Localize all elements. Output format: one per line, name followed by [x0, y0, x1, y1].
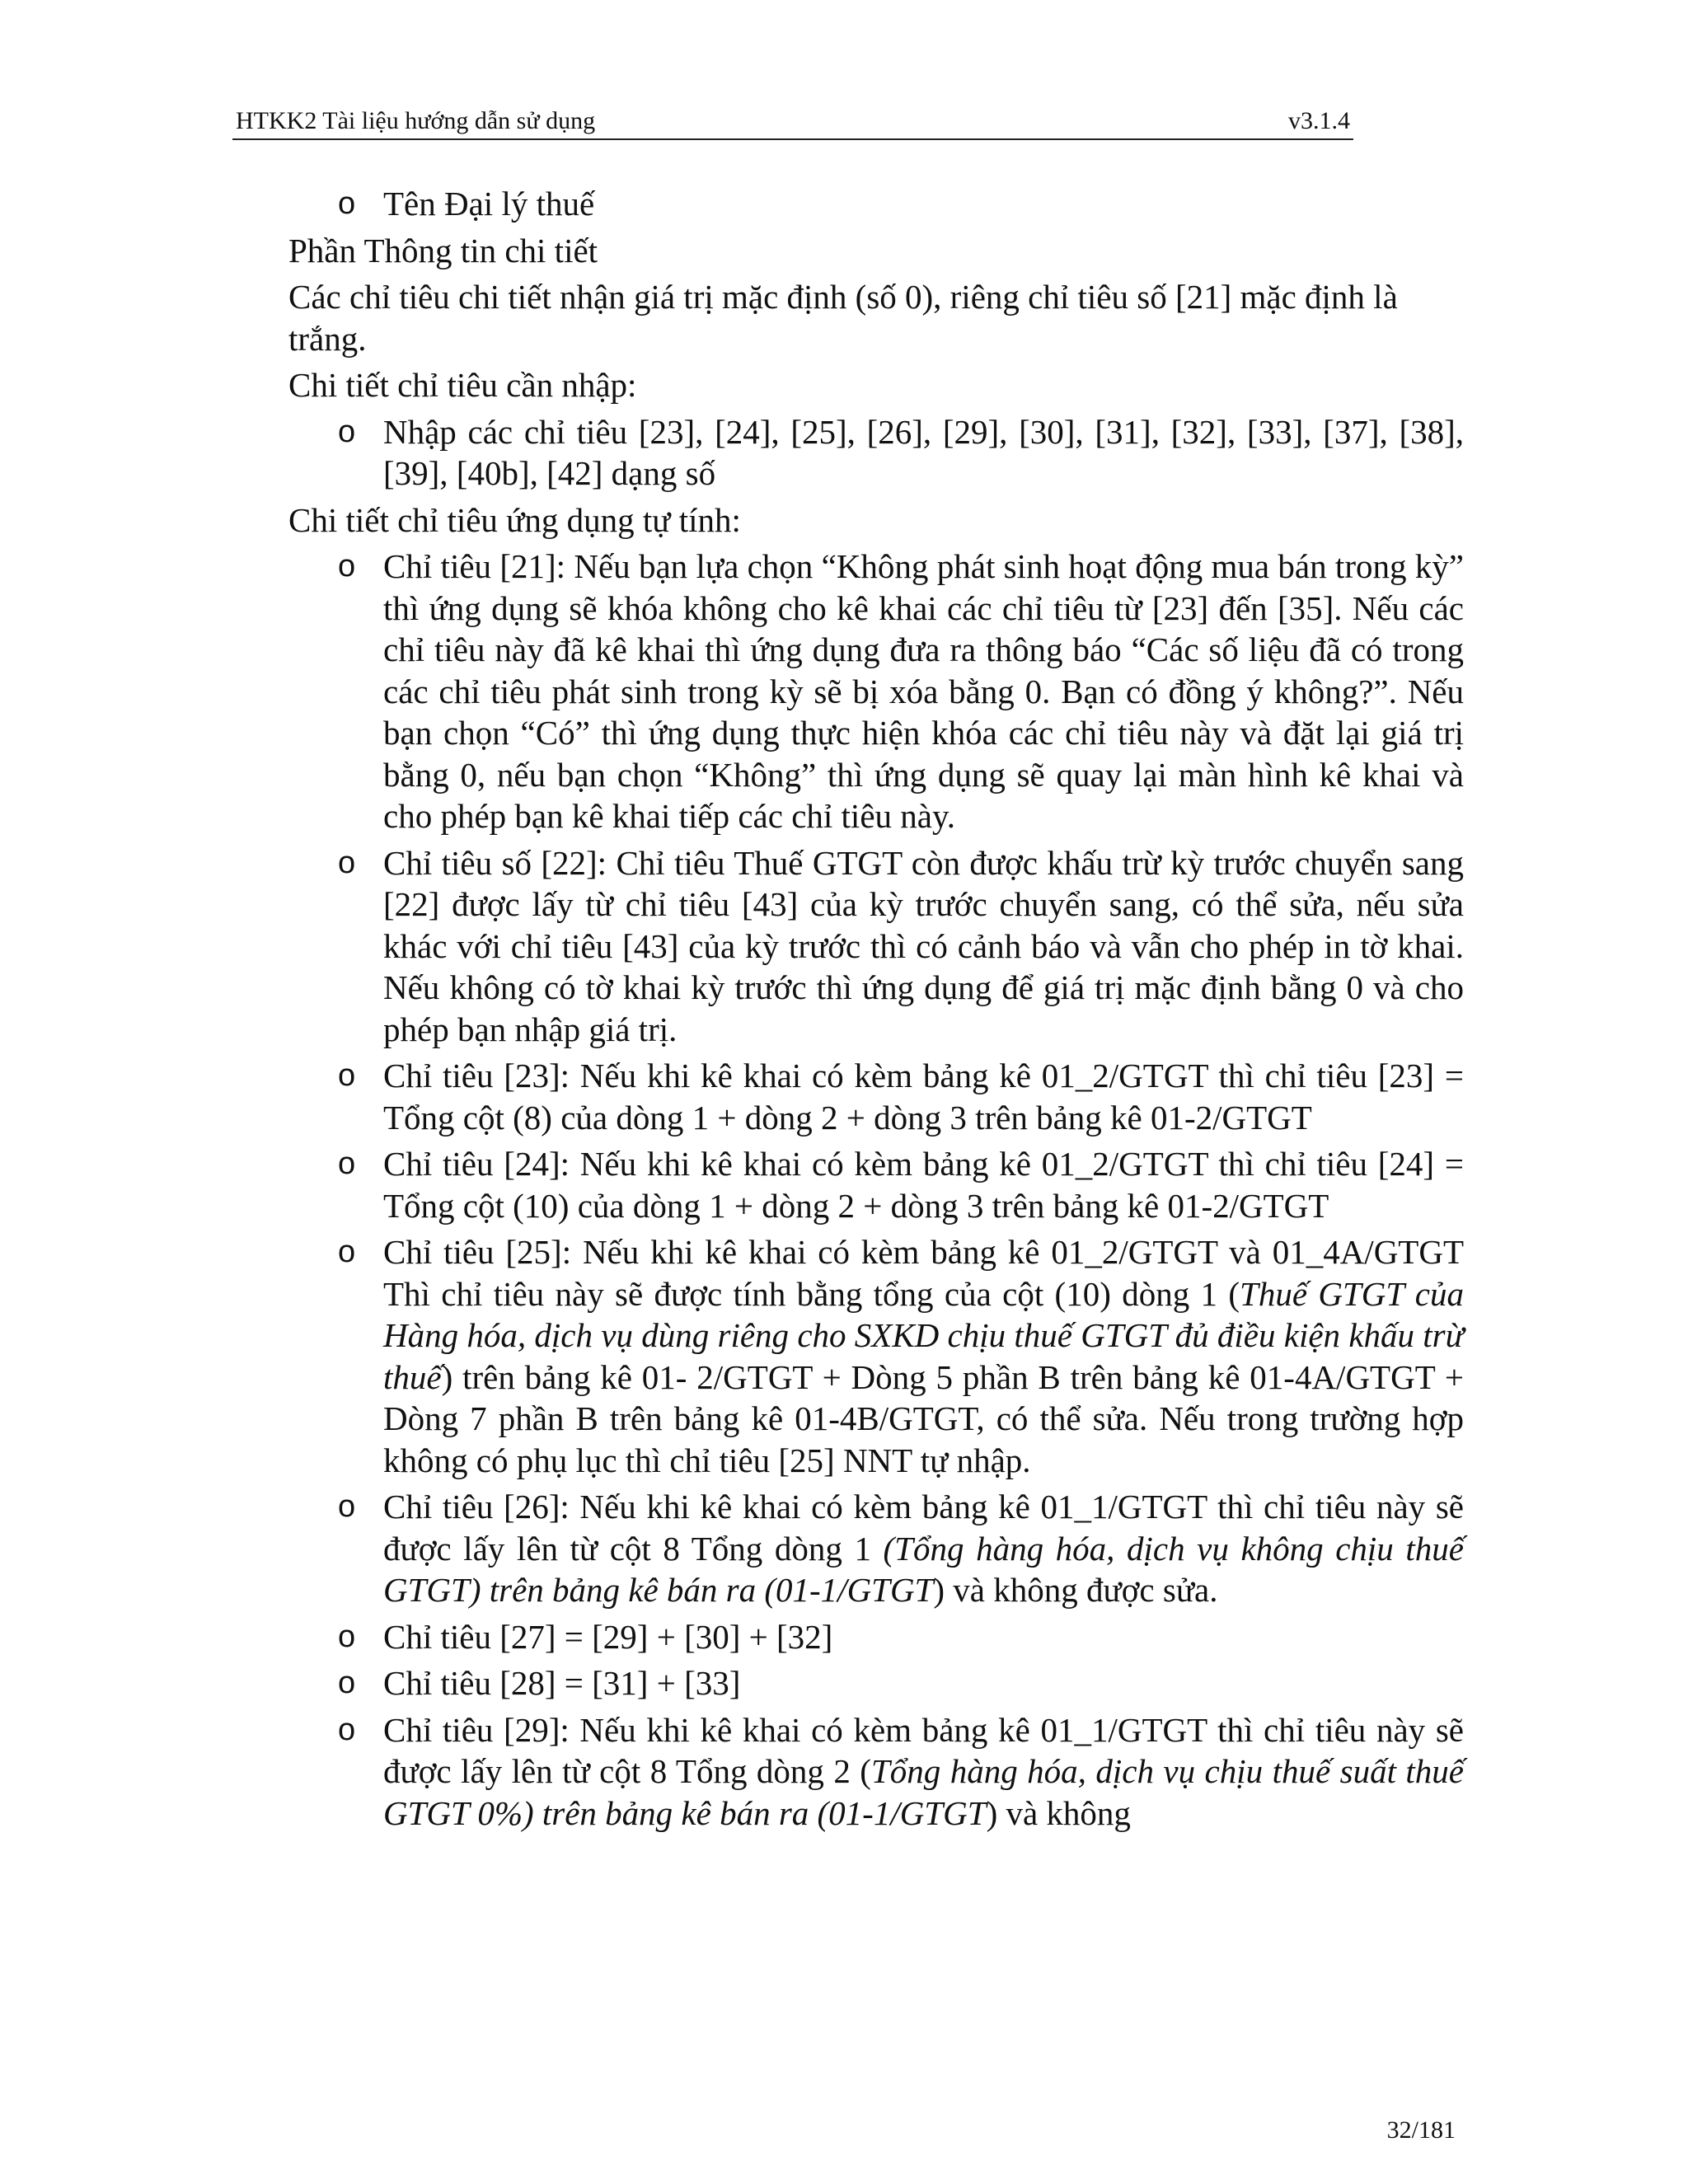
- bullet-icon: o: [338, 1619, 356, 1654]
- list-item-agent-name: o Tên Đại lý thuế: [288, 183, 1464, 225]
- list-item-29: o Chỉ tiêu [29]: Nếu khi kê khai có kèm bảng kê 01_1/GTGT thì chỉ tiêu này sẽ được lấy lên từ cột 8 Tổng dòng 2 (Tổng hàng hóa, dịch vụ chịu thuế suất thuế GTGT 0%) trên bảng kê bán ra (01-1/GTGT) và không: [338, 1710, 1465, 1832]
- bullet-icon: o: [338, 1489, 356, 1524]
- bullet-icon: o: [338, 1235, 356, 1269]
- list-item-22: o Chỉ tiêu số [22]: Chỉ tiêu Thuế GTGT còn được khấu trừ kỳ trước chuyển sang [22] được lấy từ chỉ tiêu [43] của kỳ trước chuyển sang, có thể sửa, nếu sửa khác với chỉ tiêu [43] của kỳ trước thì có cảnh báo và vẫn cho phép in tờ khai. Nếu không có tờ khai kỳ trước thì ứng dụng để giá trị mặc định bằng 0 và cho phép bạn nhập giá trị.: [338, 843, 1464, 1048]
- bullet-icon: o: [338, 845, 356, 880]
- list-item-23: o Chỉ tiêu [23]: Nếu khi kê khai có kèm bảng kê 01_2/GTGT thì chỉ tiêu [23] = Tổng cột (8) của dòng 1 + dòng 2 + dòng 3 trên bảng kê 01-2/GTGT: [338, 1057, 1464, 1137]
- list-item-27: o Chỉ tiêu [27] = [29] + [30] + [32]: [288, 1616, 1464, 1658]
- section-title: Phần Thông tin chi tiết: [288, 231, 598, 269]
- list-item-28: o Chỉ tiêu [28] = [31] + [33]: [288, 1662, 1464, 1704]
- bullet-icon: o: [338, 1146, 356, 1181]
- list-item-25: o Chỉ tiêu [25]: Nếu khi kê khai có kèm bảng kê 01_2/GTGT và 01_4A/GTGT Thì chỉ tiêu này sẽ được tính bằng tổng của cột (10) dòng 1 (Thuế GTGT của Hàng hóa, dịch vụ dùng riêng cho SXKD chịu thuế GTGT đủ điều kiện khấu trừ thuế) trên bảng kê 01- 2/GTGT + Dòng 5 phần B trên bảng kê 01-4A/GTGT + Dòng 7 phần B trên bảng kê 01-4B/GTGT, có thể sửa. Nếu trong trường hợp không có phụ lục thì chỉ tiêu [25] NNT tự nhập.: [338, 1233, 1464, 1479]
- input-heading: Chi tiết chỉ tiêu cần nhập:: [288, 366, 637, 404]
- document-title: HTKK2 Tài liệu hướng dẫn sử dụng: [236, 107, 596, 134]
- bullet-icon: o: [338, 1712, 356, 1747]
- bullet-icon: o: [338, 186, 356, 221]
- bullet-icon: o: [338, 414, 356, 449]
- list-item-input: o Nhập các chỉ tiêu [23], [24], [25], [26], [29], [30], [31], [32], [33], [37], [38], [39], [40b], [42] dạng số: [338, 412, 1464, 492]
- document-version: v3.1.4: [1288, 107, 1350, 134]
- bullet-icon: o: [338, 1666, 356, 1700]
- bullet-icon: o: [338, 1058, 356, 1093]
- input-list: [288, 411, 1464, 494]
- page-content: [288, 183, 1464, 1839]
- list-item-24: o Chỉ tiêu [24]: Nếu khi kê khai có kèm bảng kê 01_2/GTGT thì chỉ tiêu [24] = Tổng cột (10) của dòng 1 + dòng 2 + dòng 3 trên bảng kê 01-2/GTGT: [338, 1145, 1464, 1225]
- page-header: [232, 105, 1353, 140]
- page-number: 32/181: [1386, 2116, 1456, 2144]
- list-item-21: o Chỉ tiêu [21]: Nếu bạn lựa chọn “Không phát sinh hoạt động mua bán trong kỳ” thì ứng dụng sẽ khóa không cho kê khai các chỉ tiêu từ [23] đến [35]. Nếu các chỉ tiêu này đã kê khai thì ứng dụng đưa ra thông báo “Các số liệu đã có trong các chỉ tiêu phát sinh trong kỳ sẽ bị xóa bằng 0. Bạn có đồng ý không?”. Nếu bạn chọn “Có” thì ứng dụng thực hiện khóa các chỉ tiêu này và đặt lại giá trị bằng 0, nếu bạn chọn “Không” thì ứng dụng sẽ quay lại màn hình kê khai và cho phép bạn kê khai tiếp các chỉ tiêu này.: [338, 547, 1464, 835]
- default-note: Các chỉ tiêu chi tiết nhận giá trị mặc định (số 0), riêng chỉ tiêu số [21] mặc định là trắng.: [288, 278, 1398, 358]
- top-list: [288, 183, 1464, 225]
- auto-list: [288, 546, 1464, 1834]
- auto-heading: Chi tiết chỉ tiêu ứng dụng tự tính:: [288, 500, 741, 539]
- bullet-icon: o: [338, 549, 356, 583]
- list-item-26: o Chỉ tiêu [26]: Nếu khi kê khai có kèm bảng kê 01_1/GTGT thì chỉ tiêu này sẽ được lấy lên từ cột 8 Tổng dòng 1 (Tổng hàng hóa, dịch vụ không chịu thuế GTGT) trên bảng kê bán ra (01-1/GTGT) và không được sửa.: [338, 1488, 1464, 1609]
